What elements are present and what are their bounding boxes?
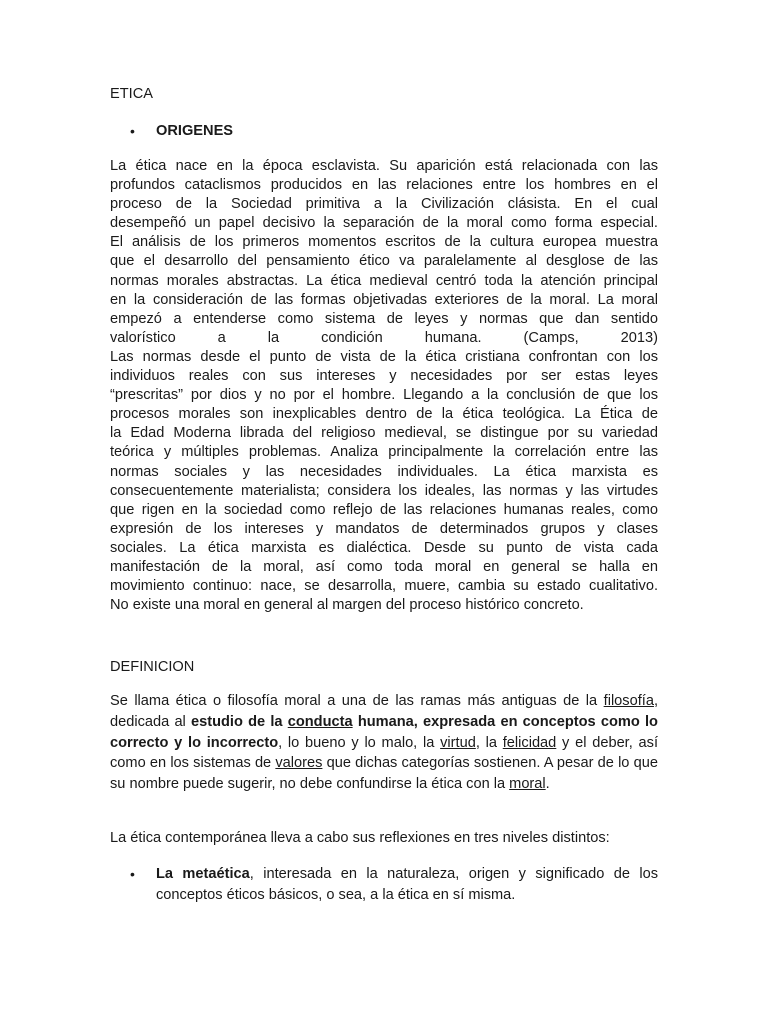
document-title: ETICA <box>110 86 153 102</box>
origenes-line: valorístico a la condición humana. (Camps, 2013) <box>110 329 658 346</box>
origenes-line: “prescritas” por dios y no por el hombre. Llegando a la conclusión de que los <box>110 387 658 404</box>
definicion-bold-1: estudio de la <box>191 713 288 730</box>
origenes-line: en la consideración de las formas objetivadas exteriores de la moral. La moral <box>110 291 658 308</box>
origenes-line: individuos reales con sus intereses y necesidades por ser estas leyes <box>110 368 658 385</box>
definicion-text-6: que dichas categorías sostienen. A pesar de lo que su nombre puede sugerir, no debe confundirse la ética con la <box>110 755 658 793</box>
origenes-line: empezó a entenderse como sistema de leyes y normas que dan sentido <box>110 310 658 327</box>
origenes-line: la Edad Moderna librada del religioso medieval, se distingue por su variedad <box>110 425 658 442</box>
definicion-text-3: , lo bueno y lo malo, la <box>278 734 441 751</box>
link-conducta[interactable]: conducta <box>287 713 353 730</box>
origenes-line: desempeñó un papel decisivo la separación de la moral como forma especial. <box>110 215 658 232</box>
bullet-icon: • <box>130 123 135 139</box>
origenes-heading: ORIGENES <box>156 123 234 139</box>
definicion-text-5: y el deber, así como en los sistemas de <box>110 734 659 772</box>
definicion-heading: DEFINICION <box>110 659 195 675</box>
definicion-text-2: , dedicada al <box>110 693 658 730</box>
link-felicidad[interactable]: felicidad <box>502 734 557 751</box>
origenes-line: procesos morales son inexplicables dentro de la ética teológica. La Ética de <box>110 406 658 423</box>
definicion-text-4: , la <box>475 734 503 751</box>
metaetica-bold: La metaética <box>156 866 250 882</box>
origenes-line: expresión de los intereses y mandatos de determinados grupos y clases <box>110 520 658 537</box>
origenes-line: movimiento continuo: nace, se desarrolla, muere, cambia su estado cualitativo. <box>110 578 658 595</box>
origenes-line: normas morales abstractas. La ética medieval centró toda la atención principal <box>110 272 658 289</box>
niveles-paragraph: La ética contemporánea lleva a cabo sus reflexiones en tres niveles distintos: <box>110 830 610 846</box>
link-valores[interactable]: valores <box>275 755 323 772</box>
origenes-line: consecuentemente materialista; considera los ideales, las normas y las virtudes <box>110 482 658 499</box>
link-virtud[interactable]: virtud <box>440 734 476 751</box>
definicion-bold-2: humana, expresada en conceptos como lo correcto y lo incorrecto <box>110 713 658 751</box>
origenes-line: teórica y múltiples problemas. Analiza principalmente la correlación entre las <box>110 444 658 461</box>
definicion-text-1: Se llama ética o filosofía moral a una de las ramas más antiguas de la <box>110 693 604 709</box>
origenes-paragraph <box>110 157 658 615</box>
bullet-icon: • <box>130 866 135 882</box>
origenes-line: que rigen en la sociedad como reflejo de las relaciones humanas reales, como <box>110 501 658 518</box>
metaetica-text <box>156 864 658 906</box>
link-moral[interactable]: moral <box>509 776 546 793</box>
origenes-line: No existe una moral en general al margen del proceso histórico concreto. <box>110 597 584 614</box>
origenes-line: manifestación de la moral, así como toda moral en general se halla en <box>110 558 658 575</box>
origenes-line: que el desarrollo del pensamiento ético va paralelamente al desglose de las <box>110 253 658 270</box>
definicion-paragraph <box>110 691 658 795</box>
origenes-line: La ética nace en la época esclavista. Su aparición está relacionada con las <box>110 158 658 174</box>
origenes-line: profundos cataclismos producidos en las relaciones entre los hombres en el <box>110 177 658 194</box>
metaetica-description: , interesada en la naturaleza, origen y significado de los conceptos éticos básicos, o sea, a la ética en sí misma. <box>156 866 658 903</box>
origenes-line: sociales. La ética marxista es dialéctica. Desde su punto de vista cada <box>110 539 658 556</box>
definicion-text-7: . <box>545 776 550 793</box>
origenes-line: Las normas desde el punto de vista de la ética cristiana confrontan con los <box>110 348 658 365</box>
origenes-line: El análisis de los primeros momentos escritos de la cultura europea muestra <box>110 234 658 251</box>
origenes-line: normas sociales y las necesidades individuales. La ética marxista es <box>110 463 658 480</box>
link-filosofia[interactable]: filosofía <box>603 693 654 709</box>
origenes-line: proceso de la Sociedad primitiva a la Civilización clásista. En el cual <box>110 196 658 213</box>
